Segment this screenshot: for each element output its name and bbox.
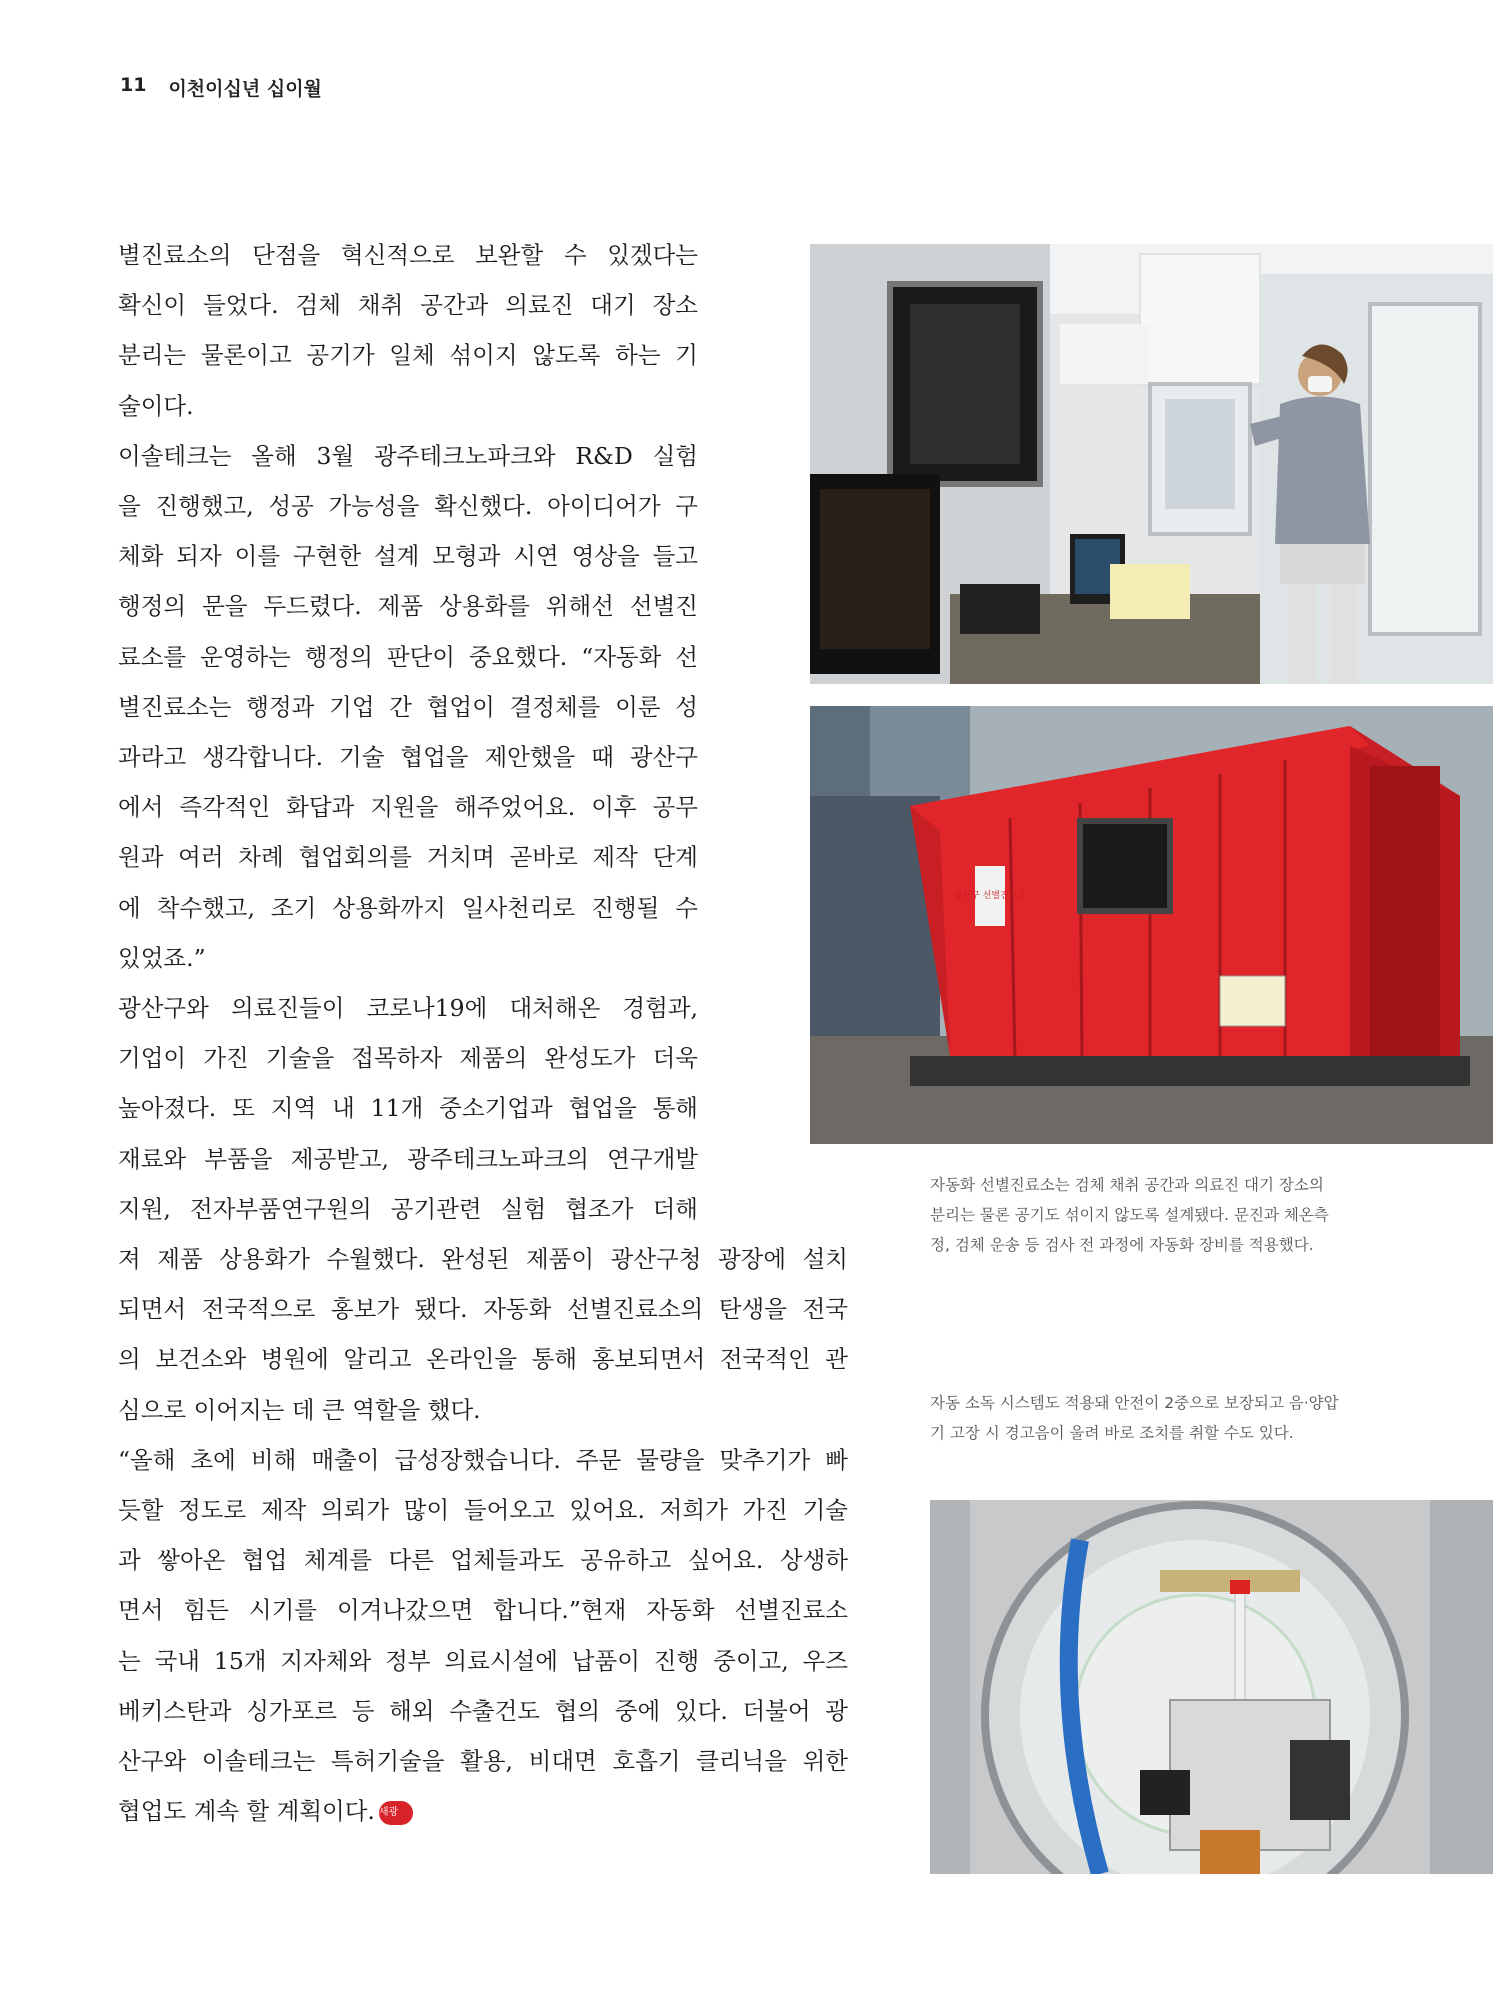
- article-line-text: 협업도 계속 할 계획이다.: [118, 1797, 375, 1826]
- article-line: 과라고 생각합니다. 기술 협업을 제안했을 때 광산구: [118, 743, 698, 772]
- issue-title: 이천이십년 십이월: [168, 78, 322, 100]
- article-line: 져 제품 상용화가 수월했다. 완성된 제품이 광산구청 광장에 설치: [118, 1245, 848, 1274]
- article-line: 기업이 가진 기술을 접목하자 제품의 완성도가 더욱: [118, 1044, 698, 1073]
- article-line: 별진료소는 행정과 기업 간 협업이 결정체를 이룬 성: [118, 692, 698, 721]
- caption-line: 정, 검체 운송 등 검사 전 과정에 자동화 장비를 적용했다.: [930, 1236, 1314, 1254]
- caption-line: 자동 소독 시스템도 적용돼 안전이 2중으로 보장되고 음·양압: [930, 1394, 1339, 1412]
- article-line: 있었죠.”: [118, 943, 206, 972]
- article-line: 의 보건소와 병원에 알리고 온라인을 통해 홍보되면서 전국적인 관: [118, 1345, 848, 1374]
- photo-red-booth: [810, 706, 1493, 1144]
- article-line: 듯할 정도로 제작 의뢰가 많이 들어오고 있어요. 저희가 가진 기술: [118, 1496, 848, 1525]
- article-line: 별진료소의 단점을 혁신적으로 보완할 수 있겠다는: [118, 241, 698, 269]
- end-mark-logo: 새광: [379, 1801, 413, 1825]
- booth-sign-text: 광산구 선별진료소: [953, 891, 1027, 901]
- article-body: [118, 230, 850, 1837]
- article-line: 광산구와 의료진들이 코로나19에 대처해온 경험과,: [118, 994, 698, 1023]
- article-line: “올해 초에 비해 매출이 급성장했습니다. 주문 물량을 맞추기가 빠: [118, 1445, 848, 1474]
- article-line: 에서 즉각적인 화답과 지원을 해주었어요. 이후 공무: [118, 793, 698, 822]
- article-line: 지원, 전자부품연구원의 공기관련 실험 협조가 더해: [118, 1194, 698, 1223]
- caption-line: 기 고장 시 경고음이 울려 바로 조치를 취할 수도 있다.: [930, 1424, 1294, 1442]
- article-line: 분리는 물론이고 공기가 일체 섞이지 않도록 하는 기: [118, 341, 698, 370]
- article-line-last: [118, 1786, 848, 1836]
- red-booth-illustration: [810, 706, 1493, 1144]
- article-line: 료소를 운영하는 행정의 판단이 중요했다. “자동화 선: [118, 642, 698, 671]
- article-line: 술이다.: [118, 391, 194, 420]
- article-line: 는 국내 15개 지자체와 정부 의료시설에 납품이 진행 중이고, 우즈: [118, 1646, 848, 1675]
- caption-line: 분리는 물론 공기도 섞이지 않도록 설계됐다. 문진과 체온측: [930, 1206, 1329, 1224]
- article-line: 확신이 들었다. 검체 채취 공간과 의료진 대기 장소: [118, 291, 698, 320]
- article-line: 행정의 문을 두드렸다. 제품 상용화를 위해선 선별진: [118, 592, 698, 621]
- caption-chamber: [930, 1388, 1400, 1448]
- article-line: 높아졌다. 또 지역 내 11개 중소기업과 협업을 통해: [118, 1094, 698, 1123]
- article-line: 을 진행했고, 성공 가능성을 확신했다. 아이디어가 구: [118, 492, 698, 521]
- page-number: 11: [120, 74, 147, 96]
- article-line: 재료와 부품을 제공받고, 광주테크노파크의 연구개발: [118, 1144, 698, 1173]
- lab-interior-illustration: [810, 244, 1493, 684]
- article-line: 이솔테크는 올해 3월 광주테크노파크와 R&D 실험: [118, 441, 698, 470]
- photo-disinfection-chamber: [930, 1500, 1493, 1874]
- article-line: 에 착수했고, 조기 상용화까지 일사천리로 진행될 수: [118, 893, 698, 922]
- caption-booth: [930, 1170, 1390, 1260]
- caption-line: 자동화 선별진료소는 검체 채취 공간과 의료진 대기 장소의: [930, 1176, 1324, 1194]
- article-line: 과 쌓아온 협업 체계를 다른 업체들과도 공유하고 싶어요. 상생하: [118, 1546, 848, 1575]
- article-line: 체화 되자 이를 구현한 설계 모형과 시연 영상을 들고: [118, 542, 698, 571]
- photo-lab-interior: [810, 244, 1493, 684]
- page-header: [120, 74, 322, 101]
- article-line: 산구와 이솔테크는 특허기술을 활용, 비대면 호흡기 클리닉을 위한: [118, 1747, 848, 1776]
- article-line: 베키스탄과 싱가포르 등 해외 수출건도 협의 중에 있다. 더불어 광: [118, 1696, 848, 1725]
- article-line: 원과 여러 차례 협업회의를 거치며 곧바로 제작 단계: [118, 843, 698, 872]
- article-line: 심으로 이어지는 데 큰 역할을 했다.: [118, 1395, 481, 1424]
- article-line: 되면서 전국적으로 홍보가 됐다. 자동화 선별진료소의 탄생을 전국: [118, 1295, 848, 1324]
- article-line: 면서 힘든 시기를 이겨나갔으면 합니다.”현재 자동화 선별진료소: [118, 1596, 848, 1625]
- chamber-illustration: [930, 1500, 1493, 1874]
